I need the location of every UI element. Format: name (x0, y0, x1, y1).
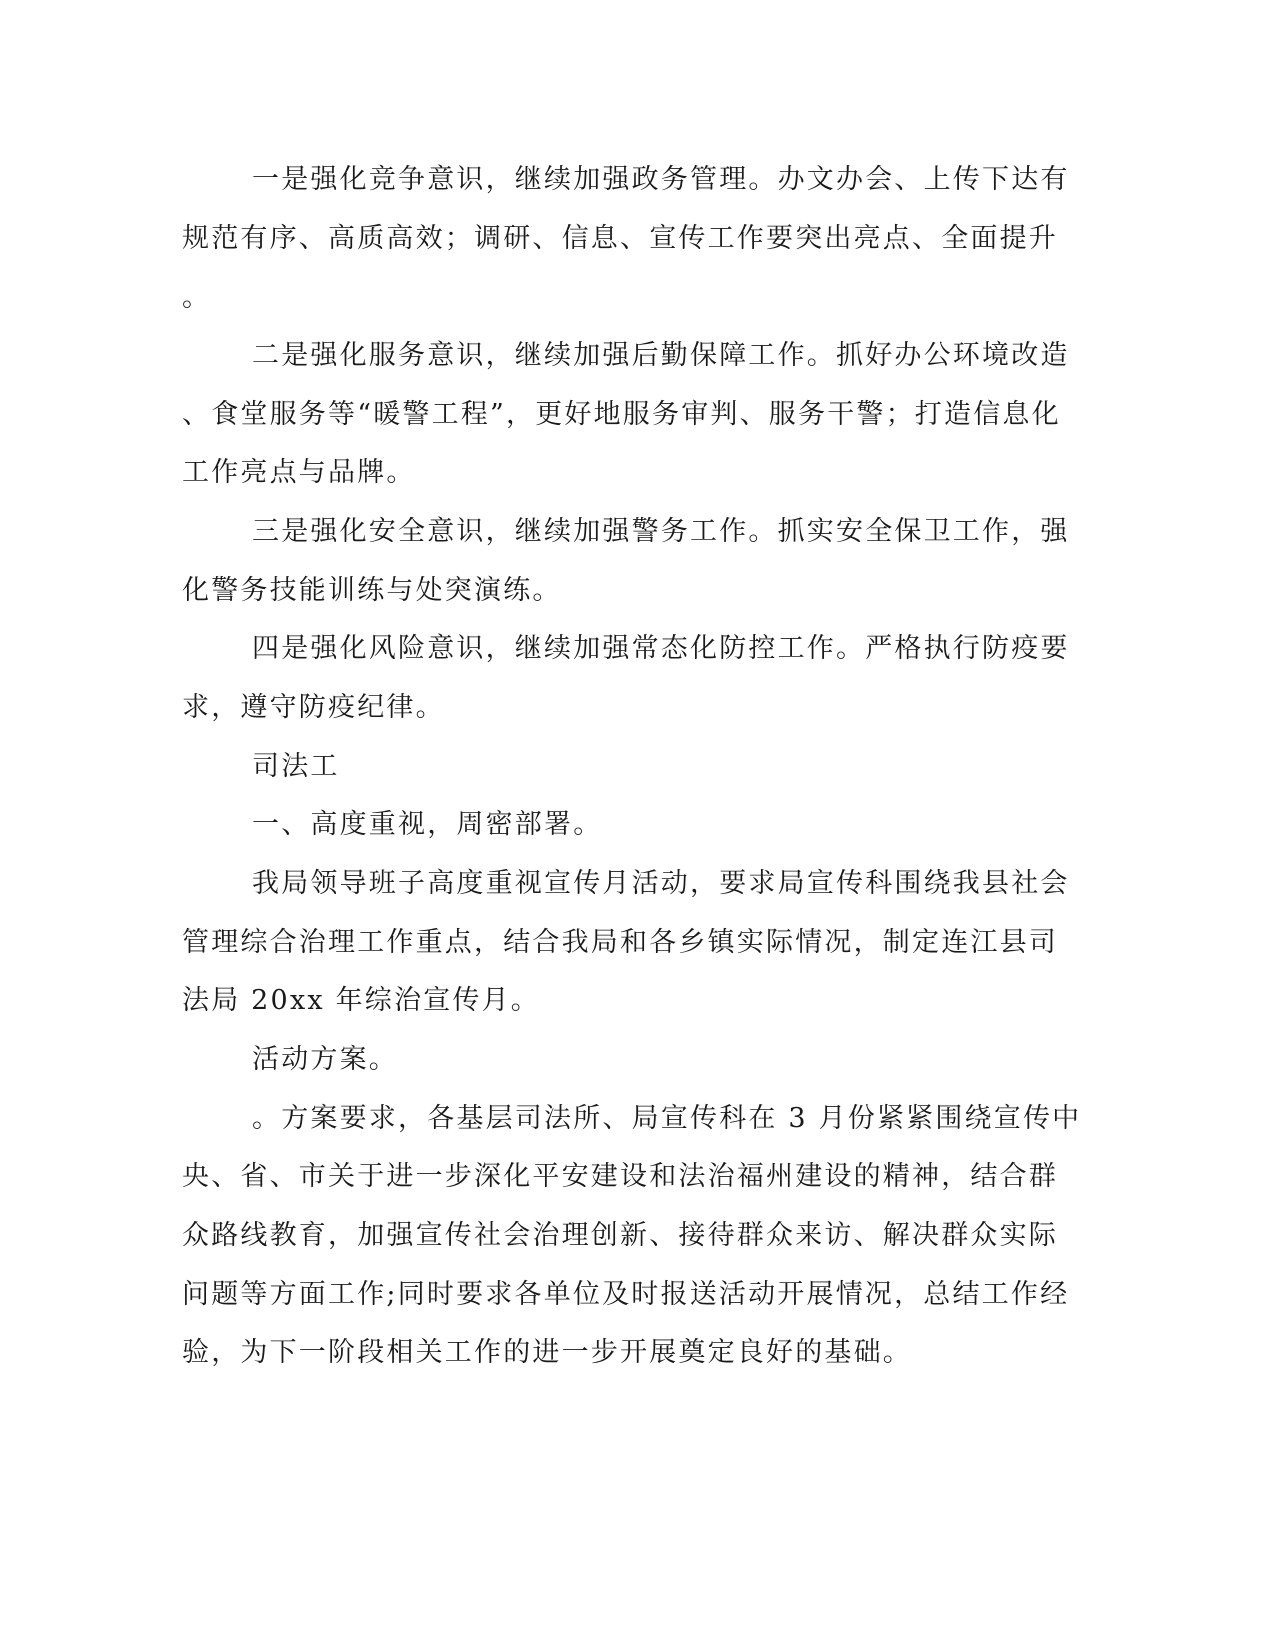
subheading-1: 一、高度重视，周密部署。 (252, 809, 603, 840)
paragraph-1-line-3: 。 (182, 282, 212, 313)
paragraph-7-line-3: 众路线教育，加强宣传社会治理创新、接待群众来访、解决群众实际 (182, 1220, 1058, 1251)
paragraph-5-line-2: 管理综合治理工作重点，结合我局和各乡镇实际情况，制定连江县司 (182, 927, 1058, 958)
paragraph-5-line-3: 法局 20xx 年综治宣传月。 (182, 985, 540, 1016)
paragraph-7-line-1: 。方案要求，各基层司法所、局宣传科在 3 月份紧紧围绕宣传中 (252, 1103, 1082, 1134)
paragraph-7-line-4: 问题等方面工作;同时要求各单位及时报送活动开展情况，总结工作经 (182, 1279, 1070, 1310)
paragraph-7-line-5: 验，为下一阶段相关工作的进一步开展奠定良好的基础。 (182, 1337, 912, 1368)
paragraph-2-line-3: 工作亮点与品牌。 (182, 457, 416, 488)
paragraph-7-line-2: 央、省、市关于进一步深化平安建设和法治福州建设的精神，结合群 (182, 1161, 1058, 1192)
paragraph-5-line-1: 我局领导班子高度重视宣传月活动，要求局宣传科围绕我县社会 (252, 868, 1070, 899)
paragraph-6-line-1: 活动方案。 (252, 1044, 398, 1075)
paragraph-1-line-2: 规范有序、高质高效；调研、信息、宣传工作要突出亮点、全面提升 (182, 223, 1058, 254)
paragraph-3-line-1: 三是强化安全意识，继续加强警务工作。抓实安全保卫工作，强 (252, 516, 1070, 547)
paragraph-1-line-1: 一是强化竞争意识，继续加强政务管理。办文办会、上传下达有 (252, 164, 1070, 195)
paragraph-3-line-2: 化警务技能训练与处突演练。 (182, 575, 562, 606)
paragraph-2-line-2: 、食堂服务等“暖警工程”，更好地服务审判、服务干警；打造信息化 (182, 399, 1061, 430)
paragraph-2-line-1: 二是强化服务意识，继续加强后勤保障工作。抓好办公环境改造 (252, 340, 1070, 371)
paragraph-4-line-1: 四是强化风险意识，继续加强常态化防控工作。严格执行防疫要 (252, 633, 1070, 664)
section-heading: 司法工 (252, 751, 340, 782)
paragraph-4-line-2: 求，遵守防疫纪律。 (182, 692, 445, 723)
